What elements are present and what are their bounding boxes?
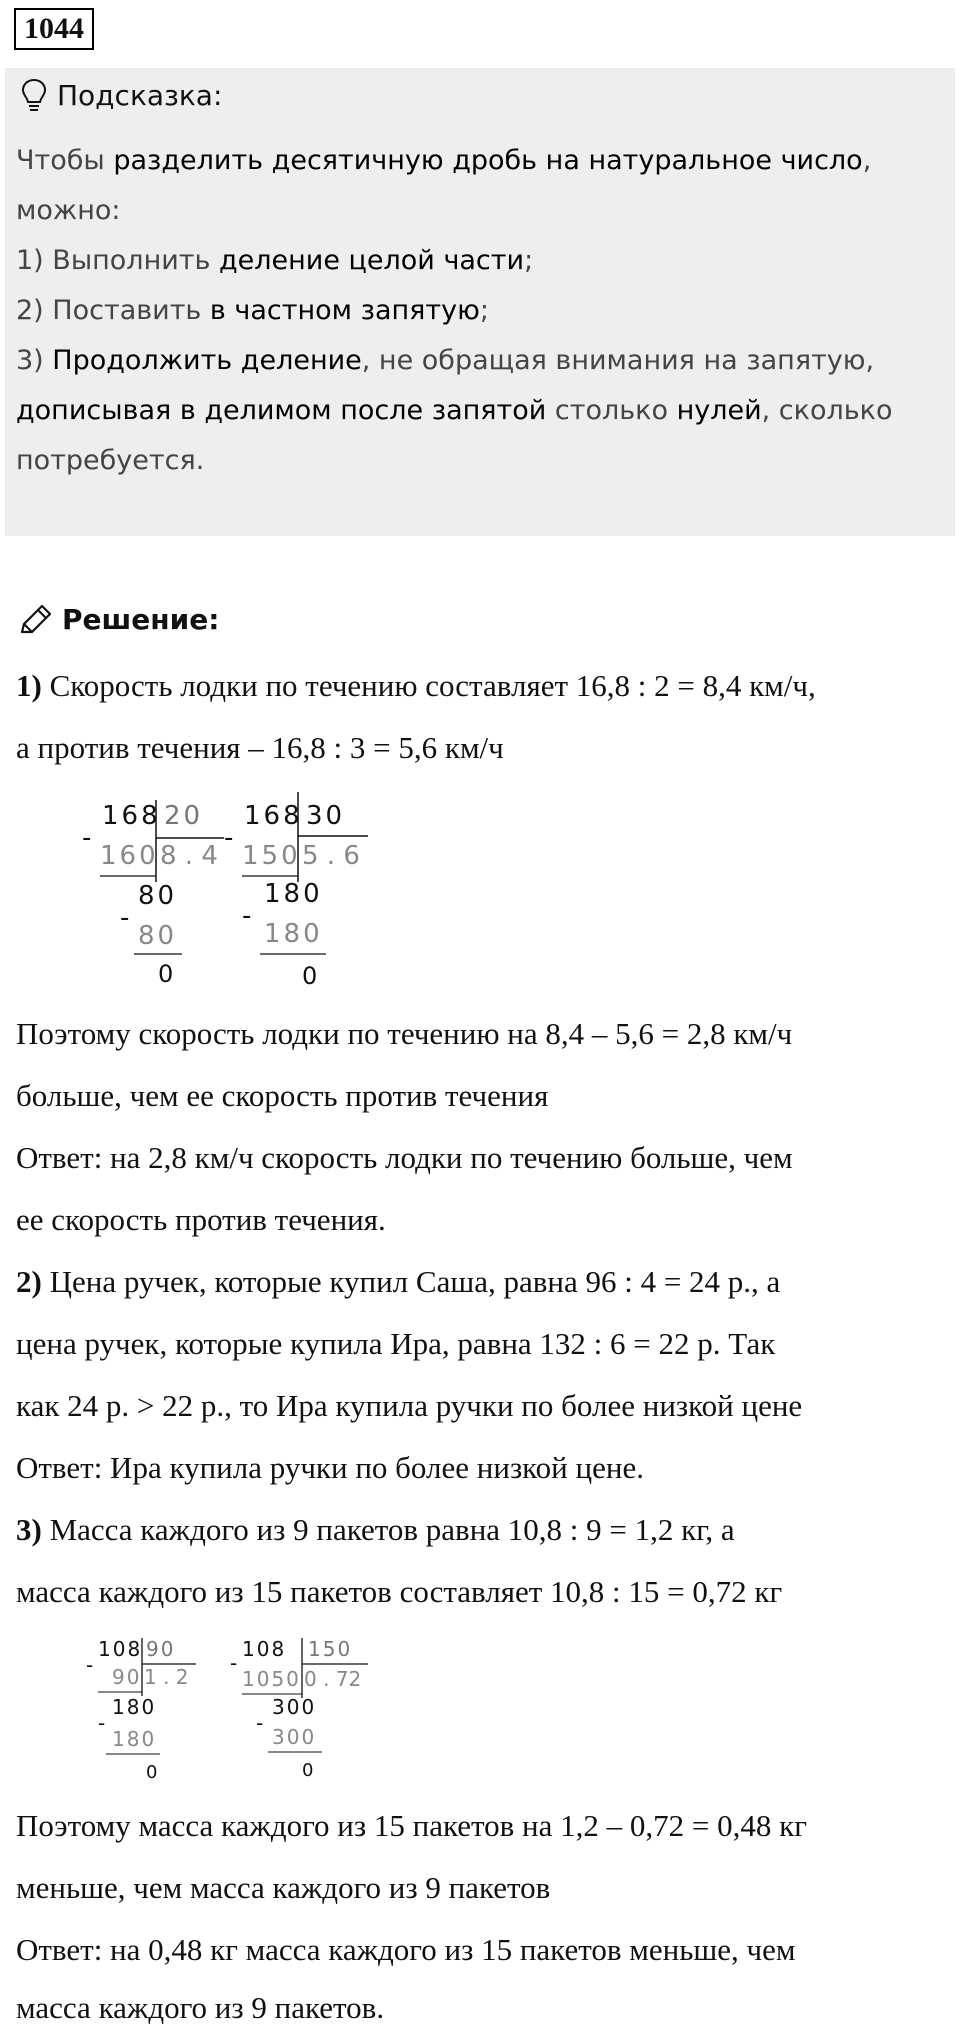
answer-line: Ответ: на 0,48 кг масса каждого из 15 пакетов меньше, чем [16,1932,796,1967]
long-division-4 [228,1634,378,1792]
hint-line: 1) Выполнить деление целой части; [16,245,534,276]
answer-line: Ответ: Ира купила ручки по более низкой цене. [16,1450,644,1485]
hint-header [21,78,222,112]
divisor: 90 [146,1637,176,1661]
remainder: 180 [112,1695,157,1719]
subtrahend: 300 [272,1725,317,1749]
hint-line: 2) Поставить в частном запятую; [16,295,489,326]
text-line: как 24 р. > 22 р., то Ира купила ручки по более низкой цене [16,1388,803,1423]
quotient: 5 . 6 [302,841,360,871]
text-line: масса каждого из 15 пакетов составляет 10,8 : 15 = 0,72 кг [16,1574,783,1609]
task-number: 1044 [14,8,94,50]
subtrahend: 180 [264,919,323,949]
pencil-icon [18,602,54,636]
minus-sign: - [98,1711,106,1735]
hint-line: Чтобы разделить десятичную дробь на натуральное число, [16,145,872,176]
text-line: цена ручек, которые купила Ира, равна 132 : 6 = 22 р. Так [16,1326,776,1361]
subtrahend: 90 [112,1665,142,1689]
result: 0 [158,960,174,988]
minus-sign: - [86,1653,94,1677]
minus-sign: - [224,823,234,853]
quotient: 0 . 72 [304,1667,362,1691]
dividend: 108 [98,1637,143,1661]
long-division-1 [80,790,230,1000]
answer-line: Ответ: на 2,8 км/ч скорость лодки по течению больше, чем [16,1140,793,1175]
quotient: 1 . 2 [144,1665,189,1689]
long-division-3 [84,1634,204,1792]
solution-title: Решение: [62,602,220,636]
dividend: 168 [102,801,161,831]
hint-title: Подсказка: [57,78,223,112]
text-line: 1) Скорость лодки по течению составляет 16,8 : 2 = 8,4 км/ч, [16,668,816,703]
text-line: Поэтому скорость лодки по течению на 8,4 – 5,6 = 2,8 км/ч [16,1016,793,1051]
answer-line: масса каждого из 9 пакетов. [16,1990,385,2025]
hint-line: можно: [16,195,121,226]
divisor: 20 [164,801,204,831]
text-line: 3) Масса каждого из 9 пакетов равна 10,8 : 9 = 1,2 кг, а [16,1512,735,1547]
hint-box [5,68,955,536]
dividend: 108 [242,1637,287,1661]
quotient: 8 . 4 [160,841,218,871]
remainder: 300 [272,1695,317,1719]
subtrahend: 1050 [242,1667,301,1691]
subtrahend: 80 [138,921,178,951]
answer-line: ее скорость против течения. [16,1202,386,1237]
solution-header [18,602,219,636]
minus-sign: - [82,823,92,853]
dividend: 168 [244,801,303,831]
remainder: 80 [138,881,178,911]
result: 0 [302,962,318,990]
subtrahend: 150 [242,841,301,871]
divisor: 150 [308,1637,353,1661]
result: 0 [146,1762,158,1783]
long-division-2 [222,790,382,1000]
minus-sign: - [256,1711,264,1735]
subtrahend: 180 [112,1727,157,1751]
hint-text [16,136,946,486]
minus-sign: - [242,901,252,931]
divisor: 30 [306,801,346,831]
lightbulb-icon [21,78,47,112]
text-line: Поэтому масса каждого из 15 пакетов на 1,2 – 0,72 = 0,48 кг [16,1808,807,1843]
subtrahend: 160 [100,841,159,871]
hint-line: дописывая в делимом после запятой столько нулей, сколько [16,395,893,426]
text-line: а против течения – 16,8 : 3 = 5,6 км/ч [16,730,504,765]
result: 0 [302,1760,314,1781]
minus-sign: - [120,903,130,933]
text-line: больше, чем ее скорость против течения [16,1078,549,1113]
hint-line: потребуется. [16,445,205,476]
text-line: меньше, чем масса каждого из 9 пакетов [16,1870,551,1905]
hint-line: 3) Продолжить деление, не обращая внимания на запятую, [16,345,875,376]
minus-sign: - [230,1651,238,1675]
remainder: 180 [264,879,323,909]
text-line: 2) Цена ручек, которые купил Саша, равна 96 : 4 = 24 р., а [16,1264,781,1299]
